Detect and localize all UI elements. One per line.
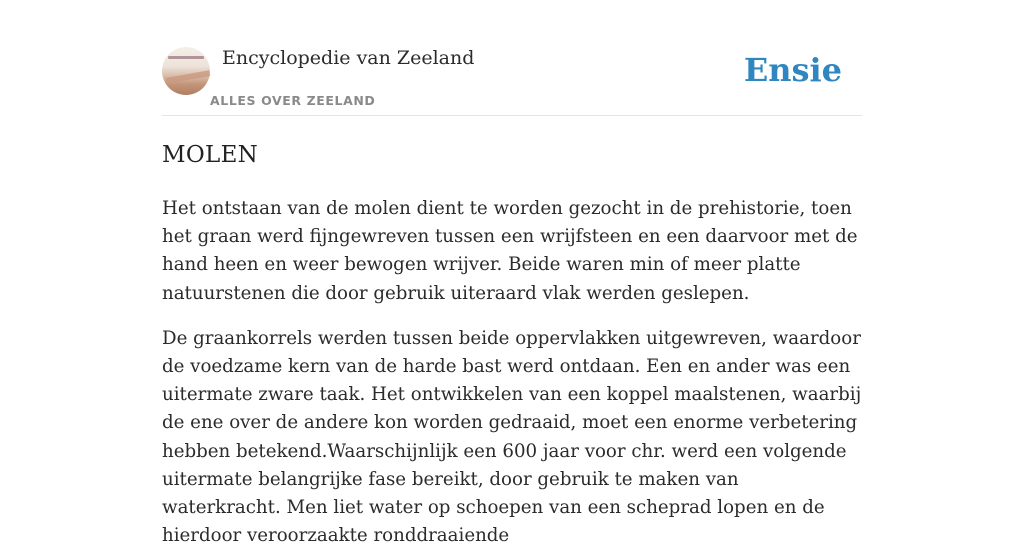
- article-paragraph: Het ontstaan van de molen dient te worden gezocht in de prehistorie, toen het graan werd fijngewreven tussen een wrijfsteen en een daarvoor met de hand heen en weer bewogen wrijver. Beide waren min of meer platte natuurstenen die door gebruik uiteraard vlak werden geslepen.: [162, 198, 858, 304]
- content-container: [162, 0, 862, 550]
- avatar-detail: [168, 56, 204, 59]
- article-paragraph: De graankorrels werden tussen beide oppervlakken uitgewreven, waardoor de voedzame kern van de harde bast werd ontdaan. Een en ander was een uitermate zware taak. Het ontwikkelen van een koppel maalstenen, waarbij de ene over de andere kon worden gedraaid, moet een enorme verbetering hebben betekend.Waarschijnlijk een 600 jaar voor chr. werd een volgende uitermate belangrijke fase bereikt, door gebruik te maken van waterkracht. Men liet water op schoepen van een scheprad lopen en de hierdoor veroorzaakte ronddraaiende: [162, 327, 862, 547]
- article-title: MOLEN: [162, 142, 259, 168]
- article: [162, 140, 862, 550]
- site-logo-avatar[interactable]: [162, 47, 210, 95]
- site-tagline: ALLES OVER ZEELAND: [210, 93, 376, 108]
- avatar-detail: [166, 70, 210, 84]
- site-title-link[interactable]: Encyclopedie van Zeeland: [222, 47, 475, 69]
- ensie-brand-logo[interactable]: Ensie: [743, 51, 842, 89]
- site-header: [162, 0, 862, 116]
